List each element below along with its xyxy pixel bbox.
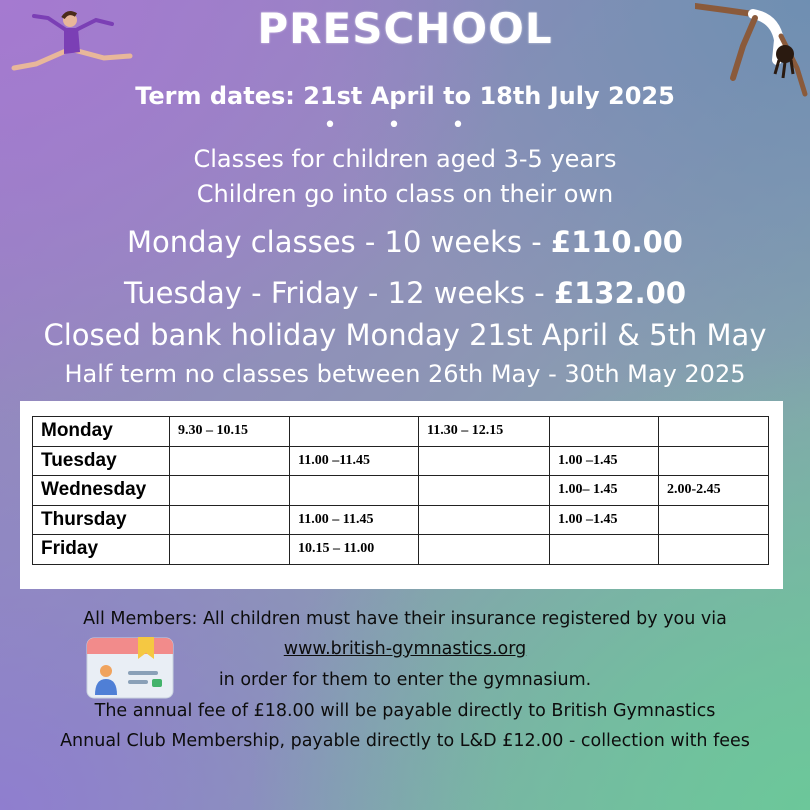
time-cell (419, 446, 550, 476)
time-cell: 1.00 –1.45 (550, 505, 659, 535)
closed-dates-text: Closed bank holiday Monday 21st April & 5th May (43, 318, 767, 352)
time-cell: 1.00 –1.45 (550, 446, 659, 476)
monday-price: £110.00 (550, 225, 683, 259)
tuesday-friday-pricing (0, 276, 810, 310)
time-cell (419, 505, 550, 535)
time-cell (419, 535, 550, 565)
day-cell: Wednesday (33, 476, 170, 506)
table-row (33, 417, 769, 447)
time-cell (550, 535, 659, 565)
table-row (33, 505, 769, 535)
day-cell: Thursday (33, 505, 170, 535)
half-term-text: Half term no classes between 26th May - 30th May 2025 (64, 360, 746, 388)
time-cell (659, 417, 769, 447)
table-row (33, 476, 769, 506)
monday-pricing-label: Monday classes - 10 weeks - (127, 225, 551, 259)
time-cell (170, 476, 290, 506)
time-cell: 9.30 – 10.15 (170, 417, 290, 447)
term-dates: Term dates: 21st April to 18th July 2025 (135, 82, 675, 110)
time-cell: 11.00 –11.45 (290, 446, 419, 476)
tuesday-friday-pricing-label: Tuesday - Friday - 12 weeks - (123, 276, 554, 310)
table-row (33, 446, 769, 476)
annual-fee-text: The annual fee of £18.00 will be payable directly to British Gymnastics (94, 701, 716, 721)
time-cell: 2.00-2.45 (659, 476, 769, 506)
time-cell (550, 417, 659, 447)
time-cell (659, 446, 769, 476)
day-cell: Friday (33, 535, 170, 565)
time-cell: 1.00– 1.45 (550, 476, 659, 506)
time-cell (419, 476, 550, 506)
age-range-text: Classes for children aged 3-5 years (193, 145, 617, 173)
day-cell: Tuesday (33, 446, 170, 476)
time-cell (659, 535, 769, 565)
monday-pricing (0, 225, 810, 259)
time-cell (290, 417, 419, 447)
time-cell (170, 505, 290, 535)
separator-dots: • • • (323, 113, 487, 138)
time-cell (290, 476, 419, 506)
time-cell: 10.15 – 11.00 (290, 535, 419, 565)
day-cell: Monday (33, 417, 170, 447)
table-row (33, 535, 769, 565)
page-title: PRESCHOOL (257, 4, 553, 53)
gymnasium-entry-text: in order for them to enter the gymnasium. (218, 670, 592, 690)
british-gymnastics-link[interactable]: www.british-gymnastics.org (283, 639, 527, 659)
insurance-notice: All Members: All children must have their insurance registered by you via (83, 609, 727, 629)
class-independence-text: Children go into class on their own (196, 180, 614, 208)
schedule-table (32, 416, 769, 565)
schedule-panel (20, 401, 783, 589)
club-membership-text: Annual Club Membership, payable directly to L&D £12.00 - collection with fees (60, 731, 750, 751)
tuesday-friday-price: £132.00 (553, 276, 687, 310)
time-cell (659, 505, 769, 535)
time-cell (170, 446, 290, 476)
time-cell: 11.30 – 12.15 (419, 417, 550, 447)
time-cell: 11.00 – 11.45 (290, 505, 419, 535)
time-cell (170, 535, 290, 565)
